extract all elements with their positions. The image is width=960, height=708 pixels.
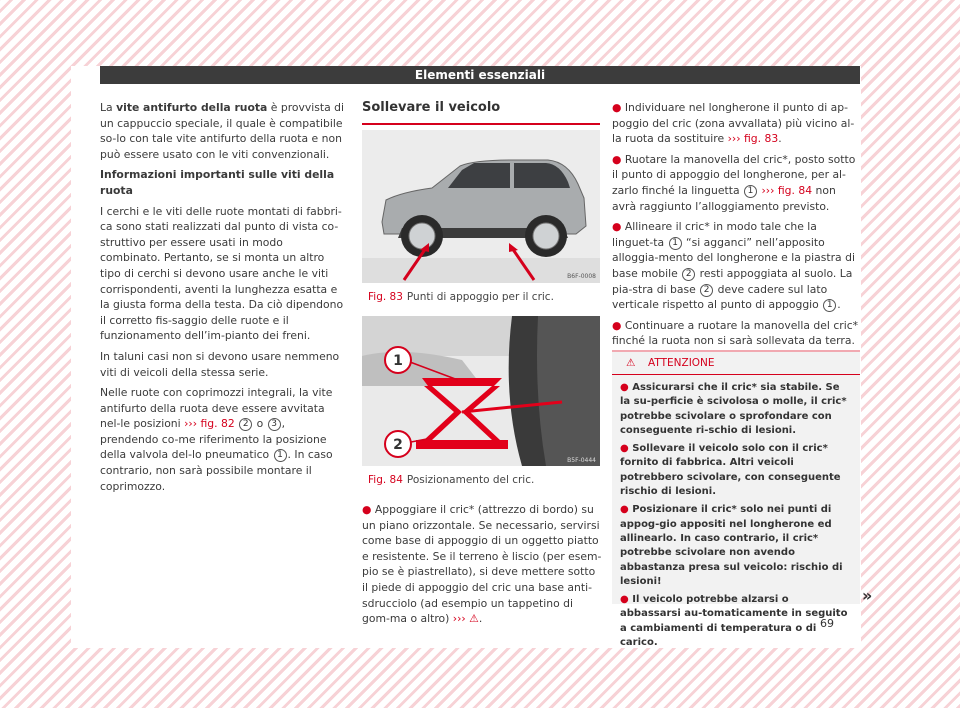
step-locate: ● Individuare nel longherone il punto di ap-poggio del cric (zona avvallata) più vicino al-la ruota da sostituire ››› fig. 83. [612, 101, 855, 146]
warning-item: ● Posizionare il cric* solo nei punti di appog-gio appositi nel longherone ed allinearlo. In caso contrario, il cric* potrebbe scivolare non avendo abbastanza presa sul veicolo: rischio di lesioni! [620, 504, 843, 587]
right-column [612, 100, 860, 354]
page-number: 69 [820, 617, 834, 630]
paragraph-jack-placement: ● Appoggiare il cric* (attrezzo di bordo) su un piano orizzontale. Se necessario, servirsi come base di appoggio di un oggetto piatto e resistente. Se il terreno è liscio (per esem-pio se è piastrellato), si deve mettere sotto il piede di appoggio del cric una base anti-sdrucciolo (ad esempio un tappetino di gom-ma o altro) ››› ⚠. [362, 503, 602, 626]
fig83-caption: Fig. 83 Punti di appoggio per il cric. [368, 291, 554, 303]
fig84-image [362, 316, 600, 466]
paragraph-series: In taluni casi non si devono usare nemmeno viti di veicoli della stessa serie. [100, 349, 340, 379]
step-continue: ● Continuare a ruotare la manovella del cric* finché la ruota non si sarà sollevata da terra. [612, 318, 859, 348]
section-heading: Sollevare il veicolo [362, 100, 600, 125]
fig83-code: B6F-0008 [567, 273, 596, 280]
subheading-wheel-bolts: Informazioni importanti sulle viti della ruota [100, 168, 335, 197]
fig84-callout-1: 1 [393, 353, 403, 369]
warning-item: ● Il veicolo potrebbe alzarsi o abbassarsi au-tomaticamente in seguito a cambiamenti di temperatura o di carico. [620, 594, 848, 649]
paragraph-antitheft: La vite antifurto della ruota è provvista di un cappuccio speciale, il quale è compatibile so-lo con tale vite antifurto della ruota e non può essere usato con le viti convenzionali. [100, 101, 345, 161]
step-rotate: ● Ruotare la manovella del cric*, posto sotto il punto di appoggio del longherone, per al-zarlo finché la linguetta 1 ››› fig. 84 non avrà raggiunto l’alloggiamento previsto. [612, 152, 856, 213]
warning-item: ● Sollevare il veicolo solo con il cric* fornito di fabbrica. Altri veicoli potrebbero scivolare, con conseguente rischio di lesioni. [620, 443, 841, 498]
fig83-image [362, 130, 600, 283]
fig84-code: B5F-0444 [567, 457, 596, 464]
middle-text [362, 502, 602, 632]
paragraph-rims: I cerchi e le viti delle ruote montati di fabbri-ca sono stati realizzati dal punto di vista co-struttivo per essere usati in modo combinato. Pertanto, se si monta un altro tipo di cerchi si devono usare anche le viti corrispondenti, aventi la lunghezza esatta e la giusta forma della testa. Da ciò dipendono il corretto fis-saggio delle ruote e il funzionamento dell’im-pianto dei freni. [100, 204, 344, 343]
warning-header: ⚠ ATTENZIONE [612, 352, 860, 375]
fig82-link[interactable]: ››› fig. 82 [184, 417, 235, 431]
warning-item: ● Assicurarsi che il cric* sia stabile. Se la su-perficie è scivolosa o molle, il cric* potrebbe scivolare o sprofondare con conseguente ri-schio di lesioni. [620, 382, 847, 436]
step-align: ● Allineare il cric* in modo tale che la linguet-ta 1 “si agganci” nell’apposito alloggia-mento del longherone e la piastra di base mobile 2 resti appoggiata al suolo. La pia-stra di base 2 deve cadere sul lato verticale rispetto al punto di appoggio 1 . [612, 220, 855, 312]
fig83-link[interactable]: ››› fig. 83 [727, 132, 779, 146]
fig84-callout-2: 2 [393, 437, 403, 453]
fig84-caption: Fig. 84 Posizionamento del cric. [368, 474, 535, 486]
section-header: Elementi essenziali [100, 66, 860, 84]
fig84-link[interactable]: ››› fig. 84 [758, 183, 813, 197]
left-column [100, 100, 346, 499]
warning-link[interactable]: ››› [452, 612, 466, 626]
warning-triangle-icon: ⚠ [469, 612, 479, 626]
continue-arrow-icon: » [862, 586, 873, 605]
paragraph-hubcaps: Nelle ruote con coprimozzi integrali, la vite antifurto della ruota deve essere avvitata nel-le posizioni ››› fig. 82 2 o 3 , prendendo co-me riferimento la posizione della valvola del-lo pneumatico 1 . In caso contrario, non sarà possibile montare il coprimozzo. [100, 386, 333, 493]
warning-icon: ⚠ [626, 357, 636, 369]
